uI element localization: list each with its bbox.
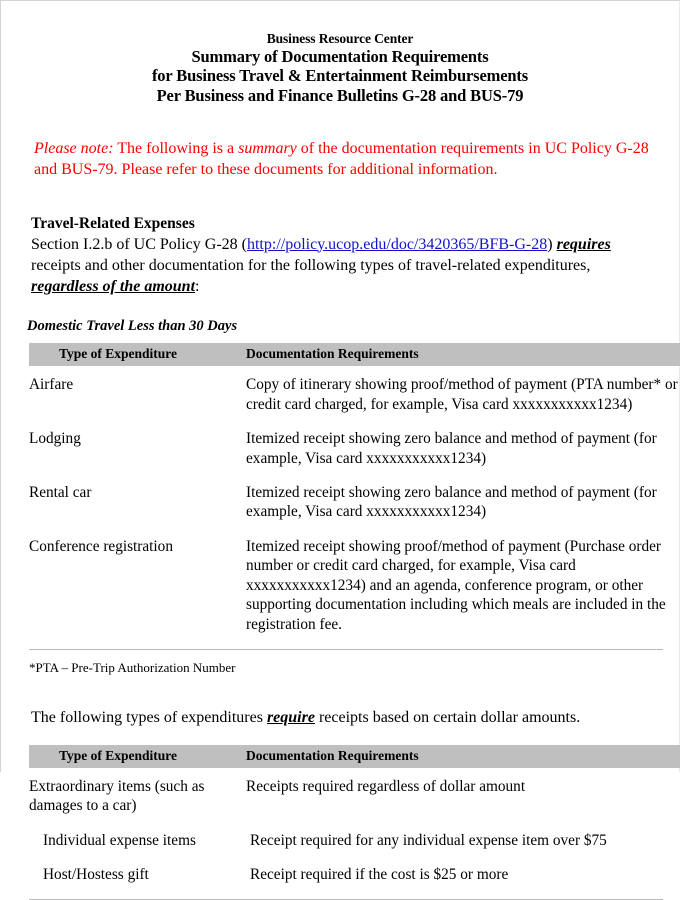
travel-para-after-link: ) [547, 235, 557, 253]
please-note-emphasis: summary [238, 140, 297, 158]
table2-col-header-requirements: Documentation Requirements [234, 745, 680, 768]
please-note-paragraph [34, 138, 649, 180]
table1-col-header-requirements: Documentation Requirements [234, 343, 680, 366]
page-title-sub1: for Business Travel & Entertainment Reimbursements [151, 66, 529, 86]
travel-emphasis-requires: requires [556, 235, 611, 253]
document-title-block [1, 1, 679, 105]
table1-row3-type: Conference registration [29, 537, 173, 555]
please-note-lead: Please note: [34, 140, 114, 158]
page-title-sub2: Per Business and Finance Bulletins G-28 and BUS-79 [156, 85, 524, 105]
table1-row2-requirement: Itemized receipt showing zero balance and method of payment (for example, Visa card xxxxxxxxxxx1234) [246, 484, 657, 521]
page-title-org: Business Resource Center [266, 31, 414, 46]
table1-row0-type: Airfare [29, 376, 74, 394]
page-title-main: Summary of Documentation Requirements [191, 46, 489, 66]
table1-row3-requirement: Itemized receipt showing proof/method of payment (Purchase order number or credit card charged, for example, Visa card xxxxxxxxxxx1234) and an agenda, conference program, or other supporting documentation including which meals are included in the registration fee. [246, 537, 666, 633]
please-note-text1: The following is a [113, 140, 239, 158]
domestic-travel-table [29, 343, 680, 640]
travel-para-end: : [195, 278, 200, 296]
travel-para-mid: receipts and other documentation for the following types of travel-related expenditures, [31, 256, 591, 274]
table-row [29, 474, 680, 528]
travel-emphasis-regardless: regardless of the amount [31, 278, 196, 296]
mid-para-emphasis-require: require [266, 708, 315, 726]
table2-row2-type: Host/Hostess gift [43, 866, 149, 884]
table1-row0-requirement: Copy of itinerary showing proof/method of payment (PTA number* or credit card charged, for example, Visa card xxxxxxxxxxx1234) [246, 376, 678, 413]
table-row [29, 822, 680, 856]
dollar-threshold-table-wrap [1, 745, 679, 900]
table2-row2-requirement: Receipt required if the cost is $25 or more [250, 866, 509, 884]
pta-footnote: *PTA – Pre-Trip Authorization Number [29, 659, 236, 675]
table1-col-header-type: Type of Expenditure [29, 343, 234, 366]
travel-expenses-heading: Travel-Related Expenses [31, 214, 195, 232]
table2-row1-type: Individual expense items [43, 831, 196, 849]
policy-g28-link[interactable]: http://policy.ucop.edu/doc/3420365/BFB-G-28 [246, 235, 548, 253]
table1-row1-requirement: Itemized receipt showing zero balance and method of payment (for example, Visa card xxxxxxxxxxx1234) [246, 430, 657, 467]
mid-para-text2: receipts based on certain dollar amounts. [314, 708, 581, 726]
table1-bottom-rule [29, 649, 663, 650]
table2-row0-requirement: Receipts required regardless of dollar amount [246, 777, 526, 795]
table2-row1-requirement: Receipt required for any individual expense item over $75 [250, 831, 607, 849]
table-row [29, 768, 680, 822]
table2-header-row [29, 745, 680, 768]
dollar-threshold-paragraph [31, 709, 679, 727]
mid-para-text1: The following types of expenditures [31, 708, 267, 726]
table1-caption: Domestic Travel Less than 30 Days [27, 318, 238, 335]
table1-header-row [29, 343, 680, 366]
table2-col-header-type: Type of Expenditure [29, 745, 234, 768]
dollar-threshold-table [29, 745, 680, 891]
please-note-text2: of the documentation requirements in UC Policy G-28 and BUS-79. Please refer to these documents for additional information. [34, 140, 649, 179]
table2-row0-type: Extraordinary items (such as damages to a car) [29, 777, 205, 815]
travel-expenses-paragraph [31, 234, 651, 298]
table1-row2-type: Rental car [29, 484, 92, 502]
travel-para-before-link: Section I.2.b of UC Policy G-28 ( [31, 235, 247, 253]
table-row [29, 856, 680, 890]
table-row [29, 420, 680, 474]
table-row [29, 528, 680, 640]
table-row [29, 366, 680, 420]
table1-row1-type: Lodging [29, 430, 81, 448]
